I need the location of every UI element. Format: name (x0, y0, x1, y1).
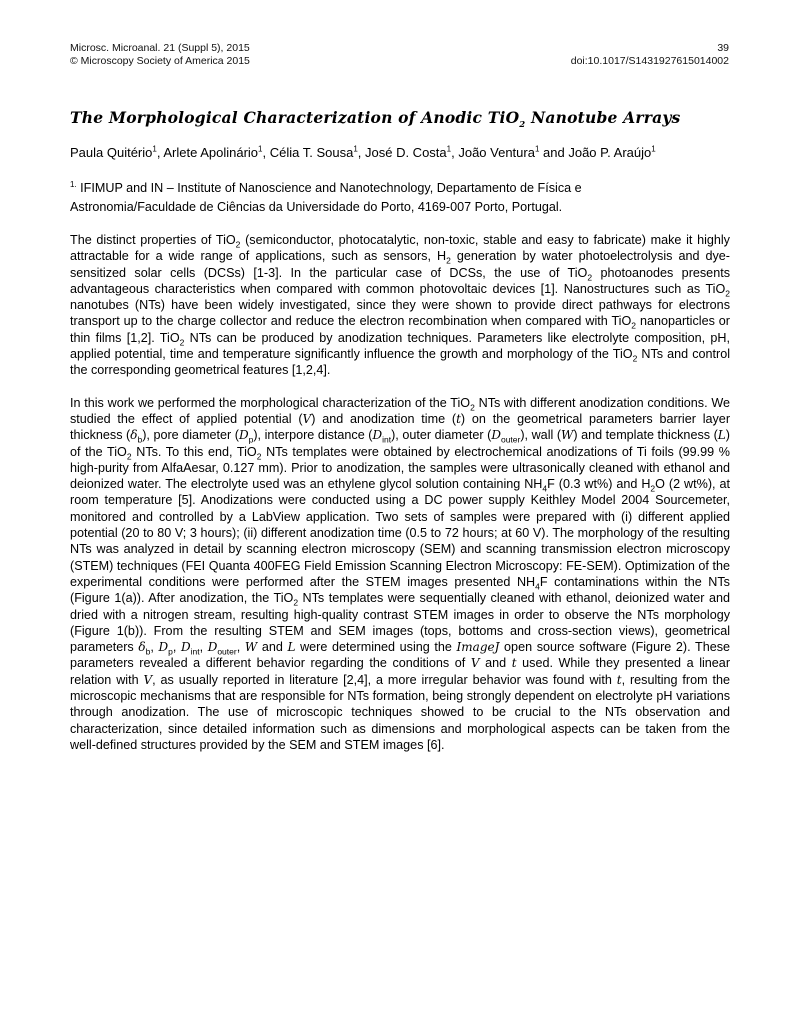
author-separator: , (156, 145, 164, 160)
subscript: 2 (631, 321, 637, 331)
author-name: João Ventura (458, 145, 535, 160)
title-text-a: The Morphological Characterization of Anodic TiO (70, 108, 520, 127)
text-run: ), pore diameter ( (142, 428, 239, 443)
running-header-right (571, 42, 729, 68)
italic-variable: D (491, 428, 501, 443)
italic-variable: t (616, 672, 622, 687)
subscript: 2 (470, 402, 475, 413)
italic-variable: W (244, 640, 258, 655)
author-affiliation-marker: 1 (534, 144, 540, 154)
text-run: , resulting from the microscopic mechanisms that are responsible for NTs formation, being strongly dependent on electrolyte pH variations through anodization. The use of microscopic techniques showed to be crucial to the NTs observation and characterization, since detailed information such as dimensions and morphological aspects can be taken from the well-defined structures provided by the SEM and STEM images [6]. (70, 672, 731, 752)
text-run: F contaminations within the NTs (Figure 1(a)). After anodization, the TiO (70, 574, 730, 606)
italic-variable: δ (138, 640, 146, 655)
text-run: O (2 wt%), at room temperature [5]. Anodizations were conducted using a DC power supply Keithley Model 2004 Sourcemeter, monitored and controlled by a LabView application. Two sets of samples were prepared with (i) different applied potential (20 to 80 V; 3 hours); (ii) different anodization time (0.5 to 72 hours; at 60 V). The morphology of the resulting NTs was analyzed in detail by scanning electron microscopy (SEM) and scanning transmission electron microscopy (STEM) techniques (FEI Quanta 400FEG Field Emission Scanning Electron Microscopy: FE-SEM). Optimization of the experimental conditions were performed after the STEM images presented NH (70, 477, 730, 589)
text-run: NTs with different anodization conditions. We studied the effect of applied potential ( (70, 395, 730, 426)
text-run: nanoparticles or thin films [1,2]. TiO (70, 314, 730, 345)
author-name: João P. Araújo (568, 145, 652, 160)
author-separator: , (451, 145, 459, 160)
author-affiliation-marker: 1 (258, 144, 263, 154)
text-run: NTs. To this end, TiO (131, 444, 257, 459)
subscript: 2 (632, 353, 638, 364)
text-run: photoanodes presents advantageous characteristics when compared with common photovoltaic devices [1]. Nanostructures such as TiO (70, 265, 730, 296)
subscript: 2 (256, 451, 262, 462)
body-paragraph (70, 395, 730, 754)
paper-title (70, 108, 730, 131)
text-run: open source software (Figure 2). These parameters revealed a different behavior regarding the conditions of (70, 640, 731, 671)
text-run: used. While they presented a linear relation with (70, 656, 731, 687)
title-text-b: Nanotube Arrays (525, 108, 681, 127)
author-affiliation-marker: 1 (353, 144, 358, 154)
text-run: NTs and control the corresponding geometrical features [1,2,4]. (70, 347, 731, 378)
italic-variable: D (238, 428, 249, 443)
author-affiliation-marker: 1 (651, 144, 656, 154)
author-affiliation-marker: 1 (152, 144, 157, 154)
text-run: , (199, 640, 208, 655)
text-run: , (150, 640, 159, 655)
subscript: int (382, 434, 392, 445)
text-run: were determined using the (295, 640, 457, 655)
subscript: 2 (446, 255, 451, 266)
page-number: 39 (717, 42, 729, 54)
italic-variable: V (143, 672, 153, 687)
italic-variable: D (207, 640, 218, 655)
text-run: , (172, 640, 181, 655)
text-run: ) of the TiO (70, 428, 730, 459)
italic-variable: D (180, 640, 191, 655)
author-separator: and (539, 145, 569, 160)
italic-variable: L (717, 428, 726, 443)
italic-variable: t (456, 411, 461, 426)
subscript: 4 (542, 483, 548, 494)
subscript: 2 (650, 483, 656, 494)
running-header-left (70, 42, 250, 68)
copyright-line: © Microscopy Society of America 2015 (70, 55, 250, 67)
author-name: Paula Quitério (70, 145, 153, 160)
italic-variable: V (470, 656, 480, 671)
text-run: ) and anodization time ( (311, 411, 457, 426)
subscript: 4 (535, 581, 540, 592)
text-run: NTs templates were sequentially cleaned with ethanol, deionized water and dried with a nitrogen stream, resulting high-quality contrast STEM images in order to observe the NTs morphology (Figure 1(b)). From the resulting STEM and SEM images (tops, bottoms and cross-section views), geometrical parameters (70, 591, 730, 655)
text-run: ), outer diameter ( (391, 428, 492, 443)
author-separator: , (357, 145, 365, 160)
text-run: , as usually reported in literature [2,4], a more irregular behavior was found with (152, 672, 617, 687)
text-run: NTs templates were obtained by electrochemical anodizations of Ti foils (99.99 % high-purity from AlfaAesar, 0.127 mm). Prior to anodization, the samples were ultrasonically cleaned with ethanol and deionized water. The electrolyte used was an ethylene glycol solution containing NH (70, 444, 730, 492)
text-run: ), wall ( (520, 428, 562, 443)
text-run: (semiconductor, photocatalytic, non-toxic, stable and easy to fabricate) make it highly attractable for a wide range of applications, such as sensors, H (70, 233, 730, 264)
text-run: nanotubes (NTs) have been widely investigated, since they were shown to provide direct pathways for electrons transport up to the charge collector and reduce the electron recombination when compared with TiO (70, 298, 730, 329)
author-name: José D. Costa (365, 145, 447, 160)
italic-variable: V (302, 411, 312, 426)
text-run: and (257, 640, 288, 655)
affiliation-marker: 1. (70, 179, 77, 189)
abstract-body (70, 232, 730, 769)
text-run: NTs can be produced by anodization techniques. Parameters like electrolyte composition, pH, applied potential, time and temperature significantly influence the growth and morphology of the TiO (70, 330, 731, 362)
subscript: outer (500, 434, 521, 445)
body-paragraph (70, 232, 730, 379)
text-run: F (0.3 wt%) and H (547, 477, 651, 492)
italic-variable: W (561, 428, 574, 443)
subscript: b (145, 646, 151, 657)
italic-variable: D (158, 640, 169, 655)
subscript: b (137, 434, 143, 445)
subscript: 2 (293, 597, 299, 608)
author-name: Arlete Apolinário (163, 145, 259, 160)
italic-variable: ImageJ (456, 640, 500, 655)
italic-variable: D (372, 428, 383, 443)
text-run: In this work we performed the morphological characterization of the TiO (70, 395, 471, 410)
italic-variable: L (287, 640, 296, 655)
text-run: generation by water photoelectrolysis and dye-sensitized solar cells (DCSs) [1-3]. In the particular case of DCSs, the use of TiO (70, 249, 730, 280)
subscript: 2 (126, 451, 132, 462)
affiliation (70, 179, 670, 217)
author-separator: , (262, 145, 270, 160)
text-run: The distinct properties of TiO (70, 233, 236, 247)
journal-citation: Microsc. Microanal. 21 (Suppl 5), 2015 (70, 42, 250, 54)
subscript: 2 (587, 272, 593, 283)
italic-variable: δ (130, 428, 138, 443)
subscript: p (248, 434, 254, 445)
doi-line: doi:10.1017/S1431927615014002 (570, 55, 729, 67)
subscript: int (190, 646, 200, 657)
author-list (70, 145, 730, 160)
italic-variable: t (511, 656, 517, 671)
text-run: ), interpore distance ( (253, 428, 373, 443)
author-affiliation-marker: 1 (446, 144, 452, 154)
subscript: 2 (725, 288, 730, 299)
text-run: ) and template thickness ( (573, 428, 718, 443)
text-run: and (479, 656, 512, 671)
author-name: Célia T. Sousa (269, 145, 354, 160)
affiliation-text: IFIMUP and IN – Institute of Nanoscience and Nanotechnology, Departamento de Física e Astronomia/Faculdade de Ciências da Universidade do Porto, 4169-007 Porto, Portugal. (70, 181, 582, 214)
title-subscript: 2 (519, 120, 526, 131)
subscript: 2 (235, 239, 241, 250)
text-run: ) on the geometrical parameters barrier layer thickness ( (70, 411, 731, 443)
subscript: 2 (179, 337, 185, 348)
subscript: outer (217, 646, 237, 657)
subscript: p (168, 646, 173, 657)
text-run: , (236, 640, 245, 655)
